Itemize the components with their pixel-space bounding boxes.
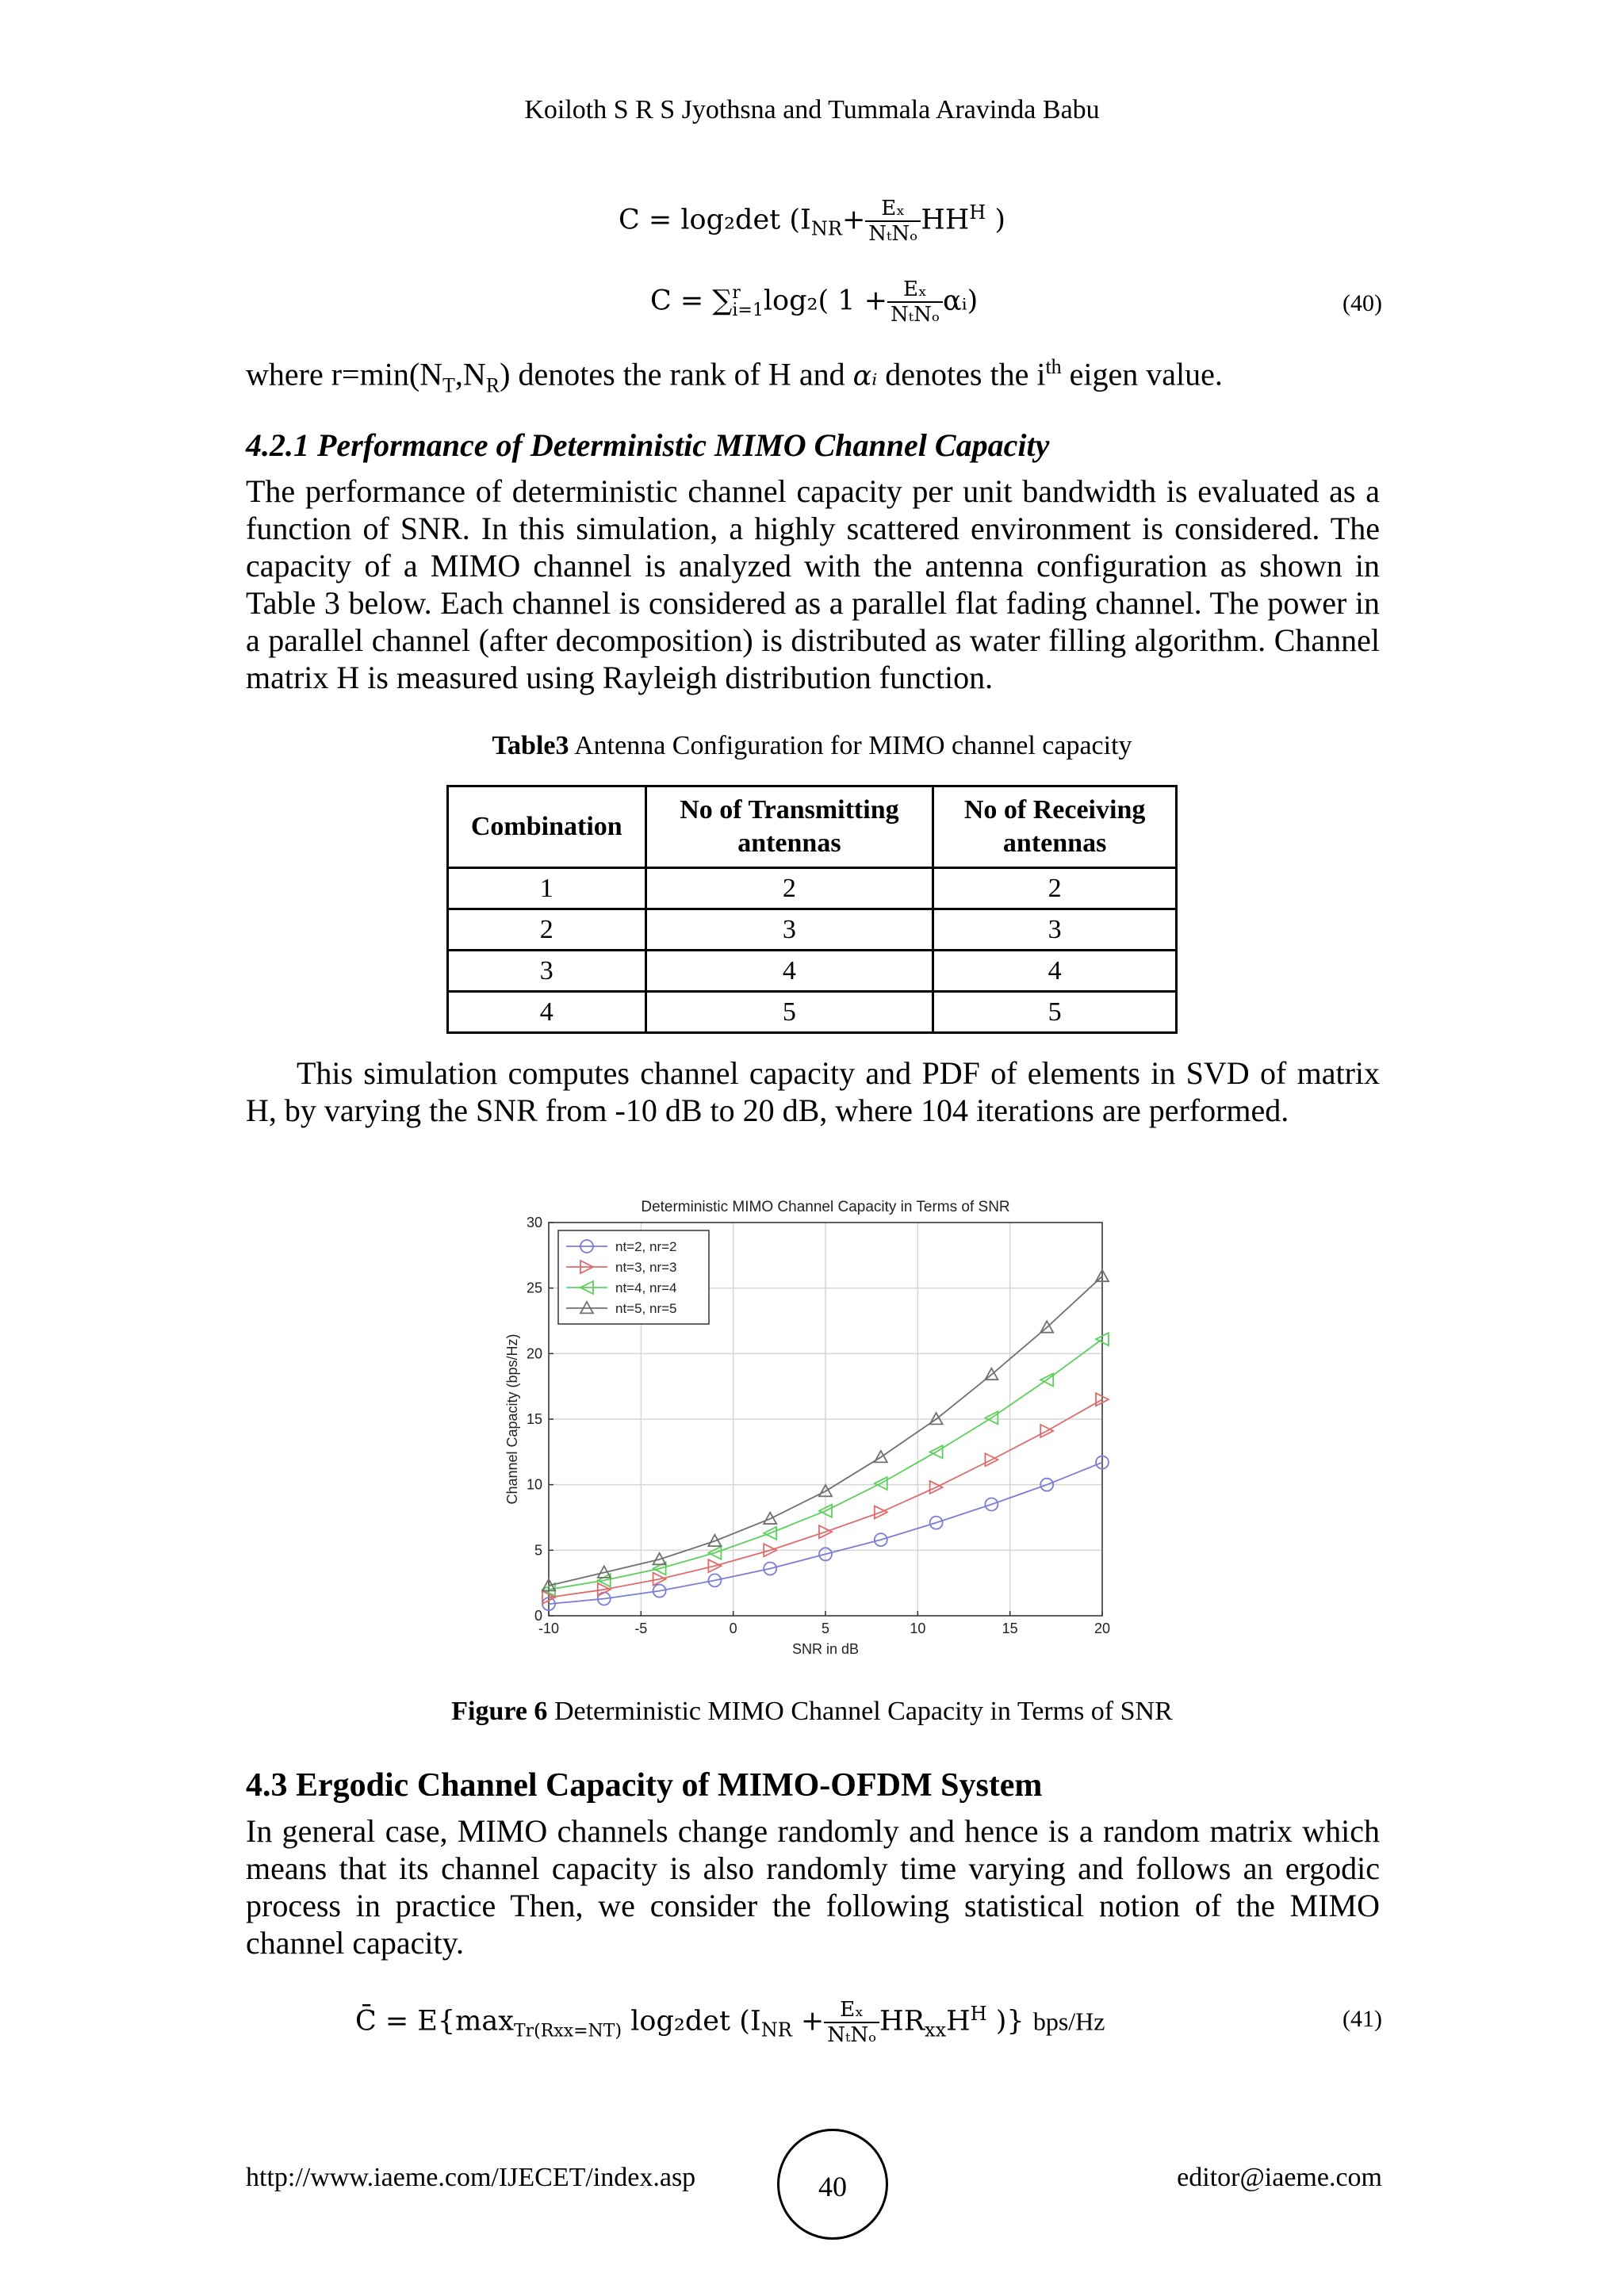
legend-entry: nt=3, nr=3 [615,1260,677,1275]
y-axis-label: Channel Capacity (bps/Hz) [504,1334,520,1505]
eq-a-fraction [865,197,921,246]
capacity-vs-snr-chart [492,1189,1126,1665]
table-caption-text: Antenna Configuration for MIMO channel capacity [569,731,1132,760]
section-heading-4-2-1: 4.2.1 Performance of Deterministic MIMO Channel Capacity [246,427,1050,463]
rank-b: ,N [454,356,486,392]
rank-sup: th [1045,355,1062,378]
y-tick-label: 20 [526,1345,542,1362]
eq-a-den: NₜNₒ [868,222,918,246]
x-tick-label: 10 [910,1621,926,1636]
eq-b-mid: log₂( 1 + [763,285,888,317]
legend-entry: nt=2, nr=2 [615,1239,677,1254]
table-row [448,868,1177,909]
eq-b-right: αᵢ) [942,285,979,317]
equation-capacity-sum [650,277,978,327]
eq-c-sub: Tr(Rxx=NT) [513,2021,622,2042]
chart-title: Deterministic MIMO Channel Capacity in Terms of SNR [641,1199,1010,1215]
eq-c-right2: H [946,2005,971,2038]
table-header-cell: No of Transmitting antennas [645,786,933,868]
x-tick-label: 20 [1094,1621,1111,1636]
eq-a-left: C = log₂det (I [619,204,811,236]
section-paragraph-4-3: In general case, MIMO channels change randomly and hence is a random matrix which means that its channel capacity is also randomly time varying and follows an ergodic process in practice Then, we consider the following statistical notion of the MIMO channel capacity. [246,1813,1380,1961]
table-cell: 4 [448,992,646,1033]
rank-e: eigen value. [1061,356,1223,392]
equation-number-41: (41) [1342,2006,1382,2032]
table-header-cell: Combination [448,786,646,868]
table-cell: 5 [645,992,933,1033]
table-caption-label: Table3 [492,731,569,760]
y-tick-label: 5 [534,1542,542,1559]
rank-a: where r=min(N [246,356,443,392]
y-tick-label: 30 [526,1215,542,1230]
eq-a-right: HH [921,204,970,236]
x-tick-label: 0 [729,1621,737,1636]
eq-c-sub3: xx [925,2019,947,2042]
rank-sub-t: T [442,373,455,397]
figure-caption-label: Figure 6 [451,1697,548,1726]
table-cell: 3 [645,909,933,951]
table-cell: 4 [645,951,933,992]
table-cell: 2 [448,909,646,951]
section-paragraph-4-2-1: The performance of deterministic channel capacity per unit bandwidth is evaluated as a function of SNR. In this simulation, a highly scattered environment is considered. The capacity of a MIMO channel is analyzed with the antenna configuration as shown in Table 3 below. Each channel is considered as a parallel flat fading channel. The power in a parallel channel (after decomposition) is distributed as water filling algorithm. Channel matrix H is measured using Rayleigh distribution function. [246,473,1380,695]
eq-c-unit: bps/Hz [1032,2007,1105,2036]
eq-b-left: C = ∑ [650,285,733,317]
table-cell: 2 [645,868,933,909]
table-cell: 3 [933,909,1177,951]
eq-c-mid: log₂det (I [630,2005,761,2038]
table-row [448,992,1177,1033]
rank-c: ) denotes the rank of H and [500,356,853,392]
y-tick-label: 0 [534,1608,542,1624]
eq-b-sub: i=1 [732,300,764,320]
table-row [448,909,1177,951]
eq-c-right: HR [879,2005,925,2038]
section-heading-4-3: 4.3 Ergodic Channel Capacity of MIMO-OFDM System [246,1767,1043,1804]
eq-a-sub: NR [810,217,842,240]
eq-b-sup: r [732,283,741,303]
eq-c-end: )} [995,2005,1025,2038]
table-caption [0,731,1624,761]
eq-c-plus: + [791,2005,825,2038]
equation-capacity-det: C = log₂det ($I_{NR}+$ $\frac{\text{Eₓ}}{\text{NₜNₒ}}$ $HH^H$ ) [619,197,1005,246]
y-tick-label: 25 [526,1280,542,1296]
eq-c-num: Eₓ [824,1998,879,2023]
eq-c-sub2: NR [760,2019,792,2042]
eq-a-num: Eₓ [865,197,921,222]
y-tick-label: 15 [526,1411,542,1427]
running-header: Koiloth S R S Jyothsna and Tummala Aravinda Babu [524,95,1100,124]
antenna-configuration-table [446,785,1178,1034]
eq-c-sup: H [970,2002,987,2025]
x-tick-label: -10 [538,1621,560,1636]
rank-description [246,355,1223,397]
table-cell: 3 [448,951,646,992]
legend-entry: nt=4, nr=4 [615,1280,677,1295]
simulation-paragraph: This simulation computes channel capacity and PDF of elements in SVD of matrix H, by varying the SNR from -10 dB to 20 dB, where 104 iterations are performed. [246,1055,1380,1128]
equation-number-40: (40) [1342,290,1382,316]
y-tick-label: 10 [526,1476,542,1493]
eq-c-den: NₜNₒ [827,2023,877,2047]
rank-d: denotes the i [877,356,1046,392]
eq-a-sup: H [969,201,986,224]
footer-email[interactable]: editor@iaeme.com [1177,2163,1382,2192]
rank-alpha: αᵢ [852,360,878,392]
eq-b-num: Eₓ [887,277,943,303]
figure-caption-text: Deterministic MIMO Channel Capacity in Terms of SNR [547,1697,1173,1726]
rank-sub-r: R [485,373,500,397]
x-tick-label: 15 [1002,1621,1018,1636]
footer-url[interactable]: http://www.iaeme.com/IJECET/index.asp [246,2163,696,2192]
equation-ergodic-capacity [355,1998,1105,2047]
x-axis-label: SNR in dB [791,1641,860,1657]
table-cell: 5 [933,992,1177,1033]
table-cell: 1 [448,868,646,909]
x-tick-label: -5 [634,1621,648,1636]
table-header-row [448,786,1177,868]
table-cell: 2 [933,868,1177,909]
table-row [448,951,1177,992]
legend-entry: nt=5, nr=5 [615,1301,677,1316]
x-tick-label: 5 [821,1621,830,1636]
eq-b-den: NₜNₒ [891,303,940,327]
table-cell: 4 [933,951,1177,992]
eq-b-fraction [887,277,943,327]
page-number: 40 [777,2129,888,2240]
figure-caption [0,1697,1624,1727]
eq-c-fraction [824,1998,879,2047]
eq-c-left: C̄ = E{max [355,2005,514,2038]
table-header-cell: No of Receiving antennas [933,786,1177,868]
